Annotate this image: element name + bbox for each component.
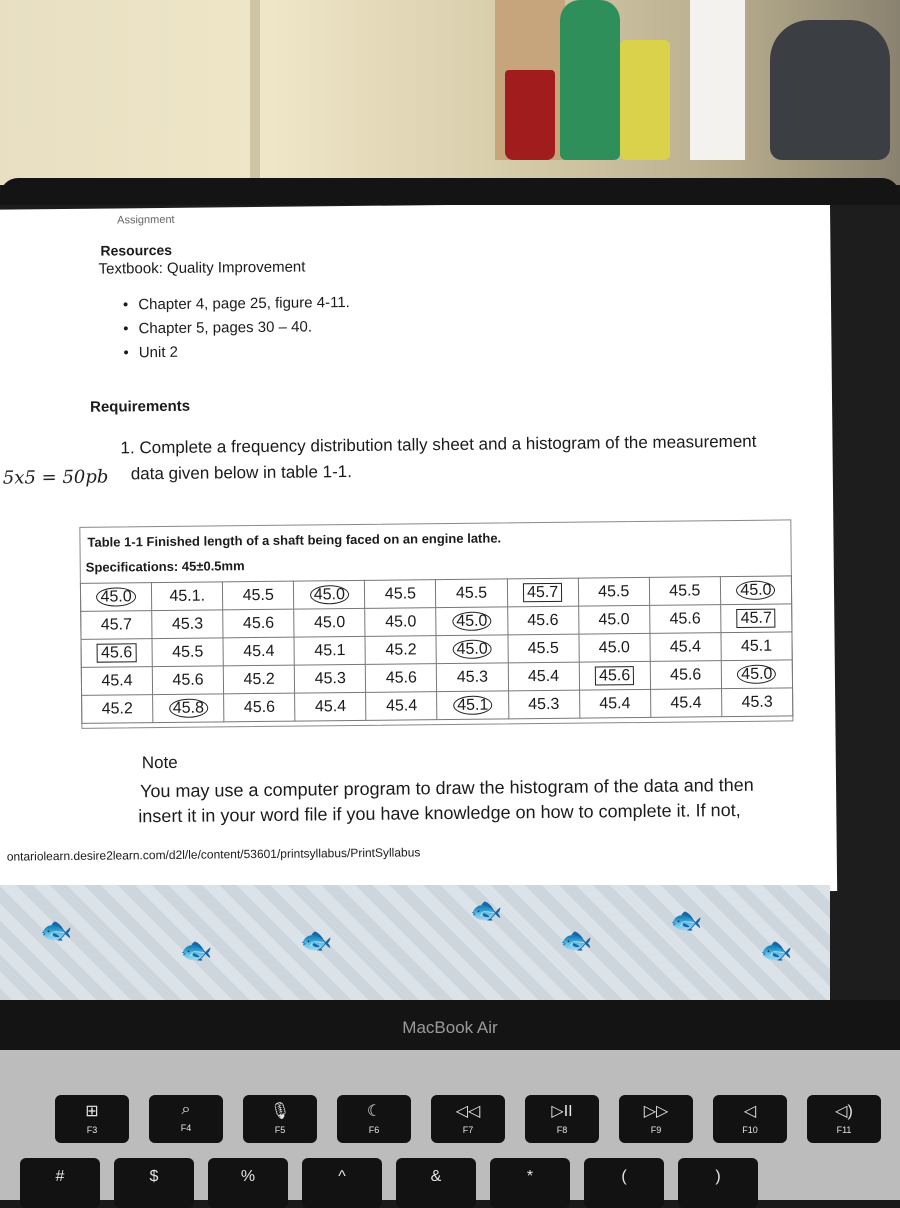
cell-value: 45.5	[455, 584, 488, 602]
cell-value: 45.0	[598, 610, 630, 628]
key-glyph-icon: ◁◁	[455, 1103, 481, 1120]
function-key-f5[interactable]	[243, 1095, 317, 1143]
table-cell	[81, 611, 152, 640]
key-glyph-icon: ▷▷	[643, 1103, 669, 1120]
key-label: F3	[86, 1125, 98, 1135]
cell-value: 45.0	[310, 585, 349, 604]
table-cell	[649, 577, 720, 606]
key-glyph-icon: ⊞	[85, 1103, 99, 1120]
table-cell	[508, 662, 579, 691]
table-cell	[579, 689, 650, 718]
cell-value: 45.0	[736, 580, 775, 599]
requirements-heading: Requirements	[89, 397, 191, 416]
key-glyph-icon: ◁	[743, 1103, 757, 1120]
table-cell	[152, 610, 223, 639]
measurement-table	[80, 575, 793, 723]
key-label: F8	[556, 1125, 568, 1135]
table-cell	[365, 580, 436, 609]
number-row-key[interactable]: $	[114, 1158, 194, 1208]
note-text: You may use a computer program to draw the histogram of the data and then	[139, 774, 754, 802]
resources-heading: Resources	[100, 241, 173, 259]
table-cell	[294, 580, 365, 609]
fish-icon: 🐟	[180, 935, 213, 965]
cell-value: 45.1	[314, 641, 346, 659]
table-cell	[437, 663, 508, 692]
cell-value: 45.4	[243, 642, 275, 660]
cell-value: 45.1	[453, 695, 492, 714]
table-cell	[365, 636, 436, 665]
cell-value: 45.4	[527, 667, 560, 685]
table-cell	[721, 632, 792, 661]
table-cell	[507, 578, 578, 607]
cell-value: 45.6	[172, 671, 204, 689]
cell-value: 45.6	[669, 609, 701, 628]
cell-value: 45.0	[598, 638, 630, 656]
cut-heading: Assignment	[117, 213, 175, 227]
key-glyph-icon: ⌕	[181, 1101, 191, 1118]
cell-value: 45.0	[385, 612, 417, 631]
cell-value: 45.5	[384, 584, 417, 603]
cell-value: 45.0	[452, 639, 491, 658]
cell-value: 45.1.	[169, 587, 206, 605]
fish-icon: 🐟	[760, 935, 793, 965]
cell-value: 45.6	[97, 643, 136, 662]
number-row-key[interactable]: (	[584, 1158, 664, 1208]
cell-value: 45.0	[313, 613, 346, 631]
cell-value: 45.6	[243, 698, 276, 716]
table-cell	[436, 579, 507, 608]
number-row-key[interactable]: )	[678, 1158, 758, 1208]
cell-value: 45.4	[314, 697, 347, 715]
table-cell	[366, 692, 437, 721]
table-cell	[508, 634, 579, 663]
cell-value: 45.3	[456, 668, 489, 686]
key-label: F4	[180, 1123, 192, 1133]
table-cell	[82, 695, 153, 724]
cell-value: 45.5	[242, 586, 274, 604]
table-cell	[294, 636, 365, 665]
key-label: F10	[742, 1125, 758, 1135]
requirement-text: 1. Complete a frequency distribution tally sheet and a histogram of the measurement	[120, 431, 757, 458]
kettle	[770, 20, 890, 160]
cell-value: 45.7	[737, 608, 776, 627]
table-cell	[295, 664, 366, 693]
number-row-key[interactable]: #	[20, 1158, 100, 1208]
function-key-f6[interactable]	[337, 1095, 411, 1143]
table-cell	[508, 690, 579, 719]
cell-value: 45.6	[595, 666, 634, 685]
function-key-f4[interactable]	[149, 1095, 223, 1143]
cell-value: 45.7	[100, 615, 133, 634]
table-cell	[81, 667, 152, 696]
table-cell	[579, 661, 650, 690]
resource-item: • Chapter 5, pages 30 – 40.	[123, 318, 312, 337]
number-row-key[interactable]: ^	[302, 1158, 382, 1208]
table-cell	[720, 576, 791, 605]
laptop-brand-label: MacBook Air	[402, 1018, 498, 1037]
cell-value: 45.1	[740, 637, 773, 655]
table-cell	[436, 635, 507, 664]
table-cell	[650, 633, 721, 662]
cell-value: 45.7	[523, 582, 562, 601]
fish-print-fabric	[0, 885, 830, 1000]
table-cell	[365, 608, 436, 637]
key-glyph-icon: ◁)	[835, 1103, 853, 1120]
function-key-f7[interactable]	[431, 1095, 505, 1143]
table-cell	[650, 661, 721, 690]
fish-icon: 🐟	[560, 925, 593, 955]
cell-value: 45.2	[101, 699, 133, 718]
table-cell	[153, 694, 224, 723]
key-label: F7	[462, 1125, 474, 1135]
paper-towel-roll	[690, 0, 745, 160]
fish-icon: 🐟	[300, 925, 333, 955]
cell-value: 45.6	[242, 614, 275, 632]
table-cell	[152, 666, 223, 695]
table-cell	[437, 691, 508, 720]
table-cell	[436, 607, 507, 636]
key-label: F5	[274, 1125, 286, 1135]
fish-icon: 🐟	[40, 915, 73, 945]
cell-value: 45.5	[172, 643, 204, 661]
cell-value: 45.0	[96, 587, 135, 606]
jar	[620, 40, 670, 160]
cell-value: 45.4	[599, 694, 631, 712]
table-cell	[579, 633, 650, 662]
cell-value: 45.4	[669, 637, 702, 656]
syllabus-document	[0, 205, 837, 900]
cell-value: 45.5	[598, 582, 630, 600]
cell-value: 45.5	[527, 639, 559, 657]
key-glyph-icon: ▷II	[551, 1103, 573, 1120]
cell-value: 45.5	[669, 581, 701, 600]
function-key-f8[interactable]	[525, 1095, 599, 1143]
note-text-continued: insert it in your word file if you have knowledge on how to complete it. If not,	[138, 799, 741, 827]
cell-value: 45.4	[101, 671, 133, 690]
function-key-f10[interactable]	[713, 1095, 787, 1143]
table-cell	[721, 660, 792, 689]
table-cell	[152, 582, 223, 611]
cell-value: 45.0	[452, 611, 491, 630]
number-row-key[interactable]: %	[208, 1158, 288, 1208]
table-cell	[223, 581, 294, 610]
cell-value: 45.3	[741, 693, 773, 711]
table-cell	[223, 665, 294, 694]
snack-bag	[560, 0, 620, 160]
number-row-key[interactable]: &	[396, 1158, 476, 1208]
table-cell	[223, 637, 294, 666]
cell-value: 45.3	[314, 669, 346, 687]
cell-value: 45.6	[385, 668, 417, 687]
table-cell	[507, 606, 578, 635]
number-row-key[interactable]: *	[490, 1158, 570, 1208]
table-cell	[152, 638, 223, 667]
table-cell	[80, 583, 151, 612]
key-label: F6	[368, 1125, 380, 1135]
cell-value: 45.3	[171, 615, 204, 633]
cell-value: 45.4	[670, 693, 702, 712]
coffee-cup	[505, 70, 555, 160]
page-url: ontariolearn.desire2learn.com/d2l/le/content/53601/printsyllabus/PrintSyllabus	[6, 845, 421, 864]
cell-value: 45.0	[737, 664, 776, 683]
key-glyph-icon: 🎙	[269, 1103, 291, 1120]
table-caption: Table 1-1 Finished length of a shaft being faced on an engine lathe.	[87, 530, 502, 550]
table-cell	[81, 639, 152, 668]
laptop-screen	[0, 205, 900, 1000]
table-cell	[295, 692, 366, 721]
table-cell	[649, 605, 720, 634]
cell-value: 45.4	[385, 696, 418, 715]
table-cell	[224, 693, 295, 722]
key-label: F11	[836, 1125, 852, 1135]
cell-value: 45.3	[528, 695, 560, 713]
note-label: Note	[141, 752, 178, 773]
table-cell	[721, 688, 792, 717]
cell-value: 45.6	[670, 665, 702, 684]
table-cell	[650, 689, 721, 718]
table-cell	[366, 664, 437, 693]
table-cell	[294, 608, 365, 637]
fish-icon: 🐟	[470, 895, 503, 925]
handwritten-annotation: 5x5 = 50pb	[2, 466, 109, 489]
wall-background	[0, 0, 900, 185]
function-key-f11[interactable]	[807, 1095, 881, 1143]
table-cell	[578, 577, 649, 606]
wall-corner	[250, 0, 260, 185]
key-label: F9	[650, 1125, 662, 1135]
function-key-f3[interactable]	[55, 1095, 129, 1143]
resource-item: • Chapter 4, page 25, figure 4-11.	[123, 294, 350, 313]
textbook-line: Textbook: Quality Improvement	[98, 258, 306, 278]
cell-value: 45.6	[527, 611, 559, 629]
cell-value: 45.2	[385, 640, 417, 659]
key-glyph-icon: ☾	[366, 1103, 382, 1120]
table-cell	[578, 605, 649, 634]
cell-value: 45.2	[243, 670, 275, 688]
resource-item: • Unit 2	[123, 344, 178, 362]
function-key-f9[interactable]	[619, 1095, 693, 1143]
fish-icon: 🐟	[670, 905, 703, 935]
cell-value: 45.8	[169, 698, 208, 717]
table-cell	[223, 609, 294, 638]
requirement-text-continued: data given below in table 1-1.	[130, 462, 353, 484]
table-specifications: Specifications: 45±0.5mm	[85, 558, 245, 575]
table-cell	[721, 604, 792, 633]
